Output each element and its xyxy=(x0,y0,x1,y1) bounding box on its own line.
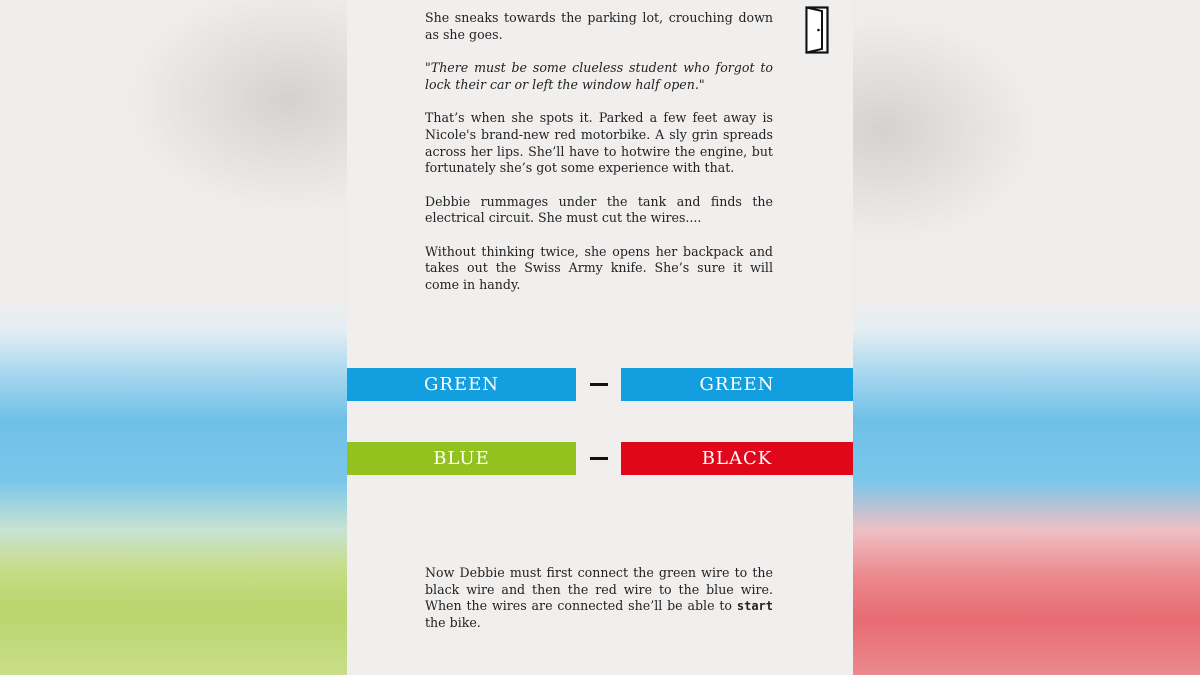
instruction-text-start: Now Debbie must first connect the green wire to the black wire and then the red wire to the blue wire. When the wires are connected she’ll be able to xyxy=(425,565,773,614)
story-paragraph: That’s when she spots it. Parked a few feet away is Nicole's brand-new red motorbike. A sly grin spreads across her lips. She’ll have to hotwire the engine, but fortunately she’s got some experience with that. xyxy=(425,110,773,176)
background-left-blur xyxy=(0,0,347,675)
game-screen xyxy=(347,0,853,675)
wire-left-1[interactable] xyxy=(347,368,576,401)
wire-right-1[interactable] xyxy=(621,368,853,401)
story-text xyxy=(425,10,773,311)
story-paragraph: Without thinking twice, she opens her backpack and takes out the Swiss Army knife. She’s sure it will come in handy. xyxy=(425,243,773,293)
wire-right-1-label: GREEN xyxy=(699,374,775,395)
wire-right-2[interactable] xyxy=(621,442,853,475)
wire-left-1-label: GREEN xyxy=(424,374,499,395)
story-paragraph: She sneaks towards the parking lot, crouching down as she goes. xyxy=(425,10,773,42)
background-right xyxy=(853,0,1200,675)
wire-right-2-label: BLACK xyxy=(701,448,773,469)
instruction-text-end: the bike. xyxy=(425,615,481,631)
wire-connector-2 xyxy=(590,457,608,460)
story-thought: "There must be some clueless student who forgot to lock their car or left the window half open." xyxy=(425,60,773,92)
background-left xyxy=(0,0,347,675)
wire-left-2-label: BLUE xyxy=(433,448,490,469)
wire-left-2[interactable] xyxy=(347,442,576,475)
door-icon[interactable] xyxy=(805,6,829,54)
story-paragraph: Debbie rummages under the tank and finds the electrical circuit. She must cut the wires.... xyxy=(425,193,773,226)
instruction-text xyxy=(425,565,773,632)
background-right-blur xyxy=(853,0,1200,675)
wire-connector-1 xyxy=(590,383,608,386)
instruction-keyword: start xyxy=(736,599,773,614)
